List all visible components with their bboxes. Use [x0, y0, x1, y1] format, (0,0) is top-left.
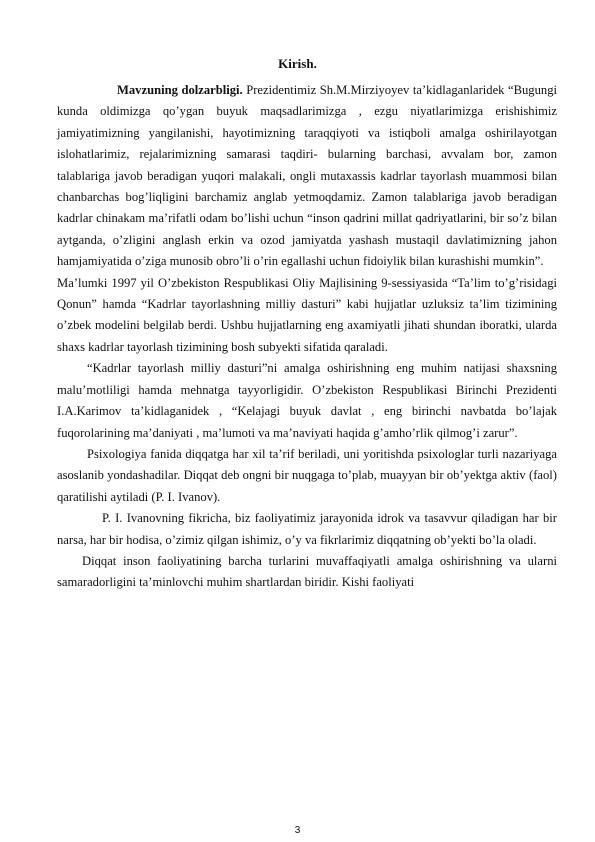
- paragraph-text: Ma’lumki 1997 yil O’zbekiston Respublikasi Oliy Majlisining 9-sessiyasida “Ta’lim to’g’risidagi Qonun” hamda “Kadrlar tayorlashning milliy dasturi” kabi hujjatlar uzluksiz ta’lim tizimining o’zbek modelini belgilab berdi. Ushbu hujjatlarning eng axamiyatli jihati shundan iboratki, ularda shaxs kadrlar tayorlash tizimining bosh subyekti sifatida qaraladi.: [57, 275, 557, 354]
- body-text: [57, 80, 557, 594]
- page-title: Kirish.: [278, 56, 317, 71]
- paragraph-text: Prezidentimiz Sh.M.Mirziyoyev ta’kidlaganlaridek “Bugungi kunda oldimizga qo’ygan buyuk maqsadlarimizga , ezgu niyatlarimizga erishishimiz jamiyatimizning yangilanishi, hayotimizning taraqqiyoti va istiqboli amalga oshirilayotgan islohatlarimiz, rejalarimizning samarasi taqdiri- bularning barchasi, avvalam bor, zamon talablariga javob beradigan yuqori malakali, ongli mutaxassis kadrlar tayorlash muammosi bilan chanbarchas bog’liqligini barchamiz anglab yetmoqdamiz. Zamon talablariga javob beradigan kadrlar chinakam ma’rifatli odam bo’lishi uchun “inson qadrini millat qadriyatlarini, bir so’z bilan aytganda, o’zligini anglash erkin va ozod jamiyatda yashash mustaqil davlatimizning jahon hamjamiyatida o’ziga munosib obro’li o’rin egallashi uchun fidoiylik bilan kurashishi mumkin”.: [57, 83, 557, 269]
- paragraph-text: Psixologiya fanida diqqatga har xil ta’rif beriladi, uni yoritishda psixologlar turli nazariyaga asoslanib yondashadilar. Diqqat deb ongni bir nuqgaga to’plab, muayyan bir ob’yektga aktiv (faol) qaratilishi aytiladi (P. I. Ivanov).: [57, 446, 557, 504]
- paragraph-relevance: [57, 80, 557, 273]
- paragraph-text: Diqqat inson faoliyatining barcha turlarini muvaffaqiyatli amalga oshirishning va ularni samaradorligini ta’minlovchi muhim shartlardan biridir. Kishi faoliyati: [57, 553, 557, 590]
- paragraph-ivanov-opinion: [57, 508, 557, 551]
- paragraph-attention-activity: [57, 551, 557, 594]
- page-number: 3: [294, 825, 301, 836]
- paragraph-attention-definition: [57, 444, 557, 508]
- paragraph-text: P. I. Ivanovning fikricha, biz faoliyatimiz jarayonida idrok va tasavvur qiladigan har bir narsa, har bir hodisa, o’zimiz qilgan ishimiz, o’y va fikrlarimiz diqqatning ob’yekti bo’la oladi.: [57, 511, 557, 547]
- paragraph-text: “Kadrlar tayorlash milliy dasturi”ni amalga oshirishning eng muhim natijasi shaxsning malu’motliligi hamda mehnatga tayyorligidir. O’zbekiston Respublikasi Birinchi Prezidenti I.A.Karimov ta’kidlaganidek , “Kelajagi buyuk davlat , eng birinchi navbatda bo’lajak fuqorolarining ma’daniyati , ma’lumoti va ma’naviyati haqida g’amho’rlik qilmog’i zarur”.: [57, 361, 557, 440]
- paragraph-law-1997: [57, 273, 557, 359]
- paragraph-lead: Mavzuning dolzarbligi.: [117, 83, 243, 97]
- paragraph-national-program: [57, 358, 557, 444]
